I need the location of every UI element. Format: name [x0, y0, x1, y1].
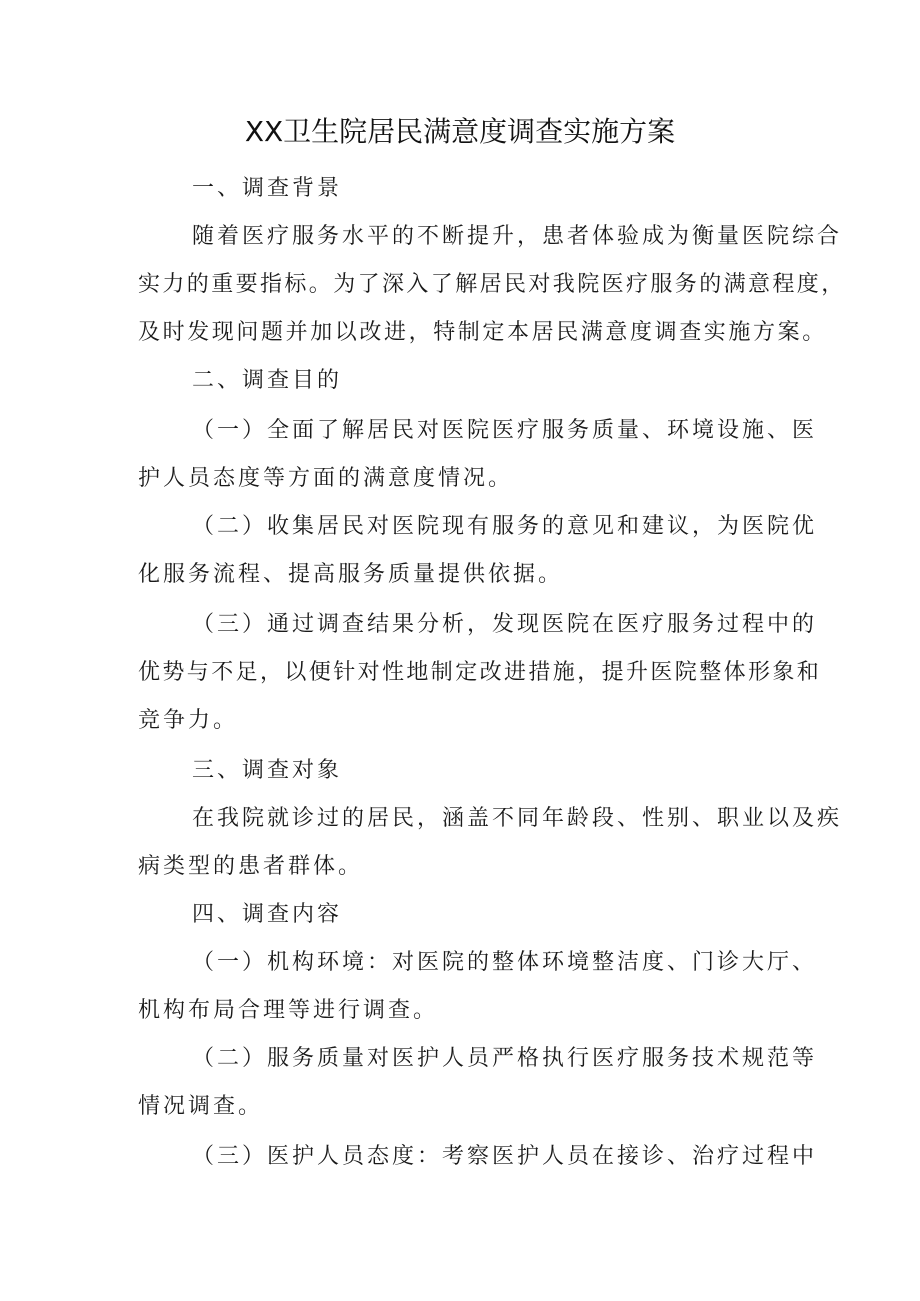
paragraph-line: 情况调查。	[138, 1094, 264, 1119]
paragraph-line: 随着医疗服务水平的不断提升，患者体验成为衡量医院综合	[192, 224, 843, 249]
paragraph-line: 在我院就诊过的居民，涵盖不同年龄段、性别、职业以及疾	[192, 806, 843, 831]
paragraph-line: 病类型的患者群体。	[138, 854, 364, 879]
heading-background: 一、调查背景	[192, 176, 343, 201]
paragraph-line: （三）通过调查结果分析，发现医院在医疗服务过程中的	[192, 612, 818, 637]
paragraph-line: （二）服务质量对医护人员严格执行医疗服务技术规范等	[192, 1046, 818, 1071]
paragraph-line: 化服务流程、提高服务质量提供依据。	[138, 562, 564, 587]
paragraph-line: （三）医护人员态度：考察医护人员在接诊、治疗过程中	[192, 1144, 818, 1169]
paragraph-line: 护人员态度等方面的满意度情况。	[138, 466, 514, 491]
paragraph-line: （一）机构环境：对医院的整体环境整洁度、门诊大厅、	[192, 950, 818, 975]
heading-subjects: 三、调查对象	[192, 758, 343, 783]
paragraph-line: 及时发现问题并加以改进，特制定本居民满意度调查实施方案。	[138, 320, 827, 345]
paragraph-line: （一）全面了解居民对医院医疗服务质量、环境设施、医	[192, 418, 818, 443]
heading-purpose: 二、调查目的	[192, 368, 343, 393]
paragraph-line: 实力的重要指标。为了深入了解居民对我院医疗服务的满意程度，	[138, 272, 846, 297]
document-title: XX卫生院居民满意度调查实施方案	[244, 115, 676, 148]
paragraph-line: 优势与不足，以便针对性地制定改进措施，提升医院整体形象和	[138, 660, 822, 685]
paragraph-line: 竞争力。	[138, 708, 239, 733]
heading-content: 四、调查内容	[192, 902, 343, 927]
paragraph-line: （二）收集居民对医院现有服务的意见和建议，为医院优	[192, 514, 818, 539]
paragraph-line: 机构布局合理等进行调查。	[138, 998, 439, 1023]
